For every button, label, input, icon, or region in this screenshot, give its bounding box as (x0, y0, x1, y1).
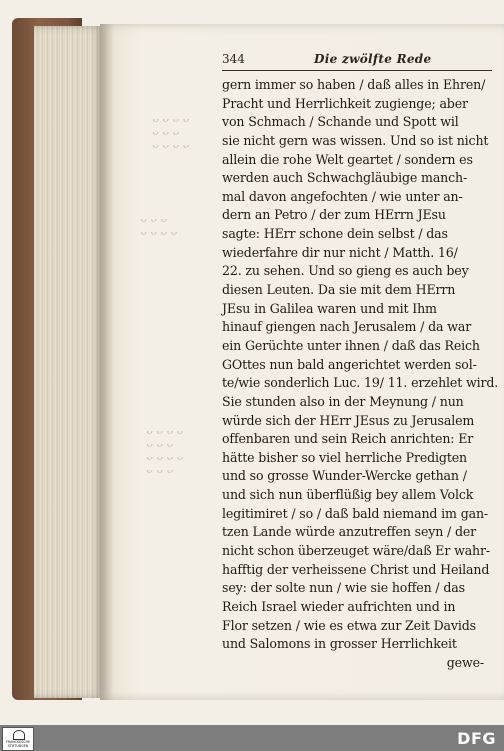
text-line: te/wie sonderlich Luc. 19/ 11. erzehlet wird. (222, 375, 499, 391)
text-line: und sich nun überflüßig bey allem Volck (222, 487, 474, 503)
text-line: Pracht und Herrlichkeit zugienge; aber (222, 95, 468, 111)
text-line: wiederfahre dir nur nicht / Matth. 16/ (222, 244, 458, 260)
header-rule (222, 70, 492, 71)
page-body-text (222, 76, 500, 673)
show-through-text: ᴗ ᴗ ᴗ ᴗ ᴗ ᴗ ᴗ ᴗ ᴗ ᴗ ᴗ ᴗ ᴗ ᴗ (146, 424, 183, 476)
text-line: hätte bisher so viel herrliche Predigten (222, 449, 468, 465)
text-line: GOttes nun bald angerichtet werden sol- (222, 356, 477, 372)
text-line: Sie stunden also in der Meynung / nun (222, 393, 464, 409)
text-line: Reich Israel wieder aufrichten und in (222, 598, 456, 614)
text-line: gewe- (446, 654, 484, 670)
text-line: tzen Lande würde anzutreffen seyn / der (222, 524, 477, 540)
text-line: ein Gerüchte unter ihnen / daß das Reich (222, 337, 480, 353)
text-line: 22. zu sehen. Und so gieng es auch bey (222, 263, 469, 279)
text-line: legitimiret / so / daß bald niemand im gan- (222, 505, 489, 521)
text-line: und Salomons in grosser Herrlichkeit (222, 636, 457, 652)
viewer-footer-bar (0, 725, 504, 751)
logo-caption: FRANCKESCHE STIFTUNGEN (6, 740, 30, 748)
text-line: sey: der solte nun / wie sie hoffen / das (222, 580, 465, 596)
text-line: hinauf giengen nach Jerusalem / da war (222, 319, 472, 335)
dfg-logo[interactable]: DFG (457, 729, 496, 748)
text-line: allein die rohe Welt geartet / sondern es (222, 151, 473, 167)
running-header (222, 52, 494, 70)
text-line: dern an Petro / der zum HErrn JEsu (222, 207, 446, 223)
text-line: diesen Leuten. Da sie mit dem HErrn (222, 282, 456, 298)
text-line: von Schmach / Schande und Spott wil (222, 114, 459, 130)
text-line: hafftig der verheissene Christ und Heiland (222, 561, 490, 577)
show-through-text: ᴗ ᴗ ᴗ ᴗ ᴗ ᴗ ᴗ (140, 212, 177, 238)
text-line: sagte: HErr schone dein selbst / das (222, 226, 448, 242)
text-line: werden auch Schwachgläubige manch- (222, 170, 468, 186)
franckesche-stiftungen-logo[interactable] (2, 727, 34, 751)
show-through-text: ᴗ ᴗ ᴗ ᴗ ᴗ ᴗ ᴗ ᴗ ᴗ ᴗ ᴗ (152, 112, 189, 151)
text-line: sie nicht gern was wissen. Und so ist nicht (222, 132, 489, 148)
text-line: gern immer so haben / daß alles in Ehren/ (222, 77, 486, 92)
running-title: Die zwölfte Rede (314, 52, 432, 66)
text-line: JEsu in Galilea waren und mit Ihm (222, 300, 437, 316)
text-line: mal davon angefochten / wie unter an- (222, 188, 463, 204)
text-line: würde sich der HErr JEsus zu Jerusalem (222, 412, 475, 428)
text-line: Flor setzen / wie es etwa zur Zeit Davids (222, 617, 476, 633)
page-number: 344 (222, 52, 245, 66)
page-stack-edges (34, 26, 104, 698)
text-line: nicht schon überzeuget wäre/daß Er wahr- (222, 543, 490, 559)
text-line: offenbaren und sein Reich anrichten: Er (222, 431, 474, 447)
text-line: und so grosse Wunder-Wercke gethan / (222, 468, 467, 484)
logo-emblem-icon (13, 730, 25, 740)
